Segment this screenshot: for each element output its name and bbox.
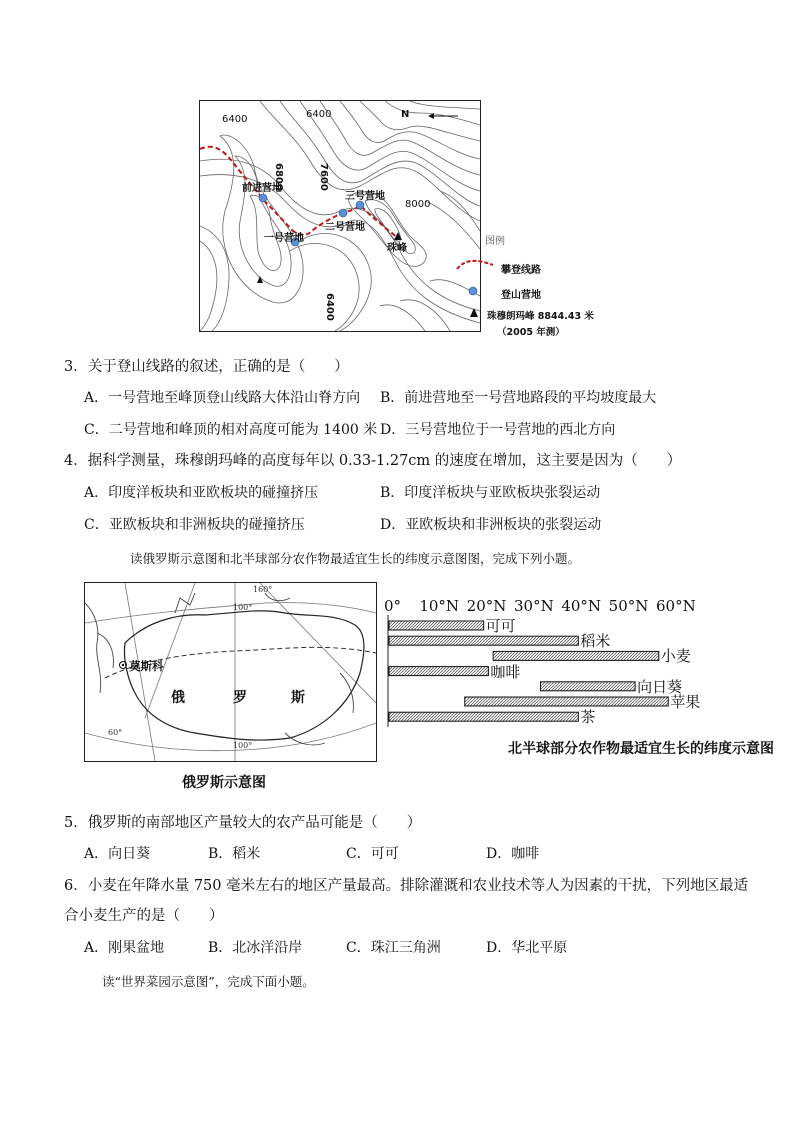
q6-stem-line2: 合小麦生产的是（ ） [64, 908, 224, 924]
russia-map-caption: 俄罗斯示意图 [182, 775, 266, 791]
x-tick-label: 30°N [514, 597, 554, 615]
contour-label-6400-b: 6400 [306, 109, 332, 120]
crop-bar-label: 茶 [580, 708, 596, 727]
legend-route-label: 攀登线路 [501, 265, 541, 276]
contour-label-7600: 7600 [318, 163, 329, 191]
crop-bar-label: 小麦 [660, 647, 691, 666]
crop-chart-title: 北半球部分农作物最适宜生长的纬度示意图 [508, 741, 774, 757]
legend-peak-label: 珠穆朗玛峰 8844.43 米 [487, 311, 594, 322]
crop-bar [465, 697, 669, 706]
camp3-dot [356, 201, 364, 209]
crop-bar-label: 向日葵 [637, 677, 683, 696]
x-tick-label: 40°N [561, 597, 602, 615]
q6-stem-line1: 6．小麦在年降水量 750 毫米左右的地区产量最高。排除灌溉和农业技术等人为因素的干扰，下列地区最适 [64, 878, 749, 894]
russia-char-3: 斯 [291, 690, 305, 706]
q5-option-c[interactable]: C．可可 [346, 846, 399, 862]
forward-camp-dot [259, 194, 267, 202]
russia-char-2: 罗 [233, 690, 247, 706]
intro-russia: 读俄罗斯示意图和北半球部分农作物最适宜生长的纬度示意图图，完成下列小题。 [130, 551, 581, 566]
crop-bar-label: 可可 [485, 617, 516, 635]
q3-option-c[interactable]: C．二号营地和峰顶的相对高度可能为 1400 米 [84, 422, 378, 438]
x-tick-label: 10°N [419, 597, 460, 615]
moscow-label: 莫斯科 [129, 659, 164, 673]
russia-map [84, 582, 377, 762]
crop-bar-label: 咖啡 [490, 662, 521, 681]
crop-bar [540, 682, 635, 691]
q5-stem: 5．俄罗斯的南部地区产量较大的农产品可能是（ ） [64, 815, 422, 831]
legend-peak-note: （2005 年测） [497, 327, 565, 338]
crop-bar-label: 苹果 [670, 693, 701, 711]
longitude-label-3: 60° [108, 728, 123, 737]
contour-lines [200, 101, 480, 331]
x-tick-label: 60°N [656, 597, 696, 615]
q3-option-d[interactable]: D．三号营地位于一号营地的西北方向 [380, 422, 616, 438]
longitude-label-2: 100° [233, 603, 253, 612]
legend-camp-label: 登山营地 [501, 290, 541, 301]
legend-route-icon [455, 257, 495, 271]
contour-label-6400-a: 6400 [222, 114, 248, 125]
crop-bar-label: 稻米 [580, 632, 611, 651]
contour-label-6400-c: 6400 [324, 293, 335, 321]
q6-option-d[interactable]: D．华北平原 [486, 940, 568, 956]
crop-bar [389, 667, 488, 676]
crop-bar [389, 712, 578, 721]
x-tick-label: 20°N [466, 597, 507, 615]
q5-option-a[interactable]: A．向日葵 [84, 846, 151, 862]
contour-label-8000: 8000 [405, 199, 431, 210]
longitude-label-4: 100° [233, 741, 253, 750]
q4-option-b[interactable]: B．印度洋板块与亚欧板块张裂运动 [380, 485, 601, 501]
q3-option-b[interactable]: B．前进营地至一号营地路段的平均坡度最大 [380, 390, 657, 406]
russia-char-1: 俄 [171, 690, 185, 706]
camp1-label: 一号营地 [264, 233, 304, 244]
crop-bar [389, 621, 484, 630]
q6-option-b[interactable]: B．北冰洋沿岸 [208, 940, 303, 956]
everest-contour-map [199, 100, 481, 332]
q5-option-d[interactable]: D．咖啡 [486, 846, 540, 862]
crop-bar [493, 651, 659, 660]
q3-stem: 3．关于登山线路的叙述，正确的是（ ） [64, 359, 349, 375]
intro-vegetable: 读“世界菜园示意图”，完成下面小题。 [102, 974, 315, 989]
q4-stem: 4．据科学测量，珠穆朗玛峰的高度每年以 0.33-1.27cm 的速度在增加，这主要是因为（ ） [64, 453, 682, 469]
q5-option-b[interactable]: B．稻米 [208, 846, 261, 862]
q3-option-a[interactable]: A．一号营地至峰顶登山线路大体沿山脊方向 [84, 390, 361, 406]
north-arrow-label: N [401, 109, 410, 120]
map-legend [455, 232, 635, 342]
legend-title: 图例 [485, 236, 505, 247]
legend-peak-icon [469, 308, 479, 318]
camp2-dot [339, 209, 347, 217]
camp2-label: 二号营地 [325, 222, 365, 233]
q6-option-c[interactable]: C．珠江三角洲 [346, 940, 441, 956]
crop-bar [389, 636, 578, 645]
q6-option-a[interactable]: A．刚果盆地 [84, 940, 165, 956]
camp3-label: 三号营地 [345, 191, 385, 202]
q4-option-c[interactable]: C．亚欧板块和非洲板块的碰撞挤压 [84, 517, 305, 533]
peak-label: 珠峰 [387, 243, 407, 254]
forward-camp-label: 前进营地 [242, 183, 282, 194]
q4-option-a[interactable]: A．印度洋板块和亚欧板块的碰撞挤压 [84, 485, 319, 501]
q4-option-d[interactable]: D．亚欧板块和非洲板块的张裂运动 [380, 517, 602, 533]
x-tick-label: 50°N [608, 597, 649, 615]
longitude-label-1: 160° [253, 585, 273, 594]
x-tick-label: 0° [384, 597, 402, 615]
legend-camp-icon [467, 285, 479, 297]
crop-latitude-chart [380, 595, 774, 795]
contour-label-6800: 6800 [273, 163, 284, 191]
